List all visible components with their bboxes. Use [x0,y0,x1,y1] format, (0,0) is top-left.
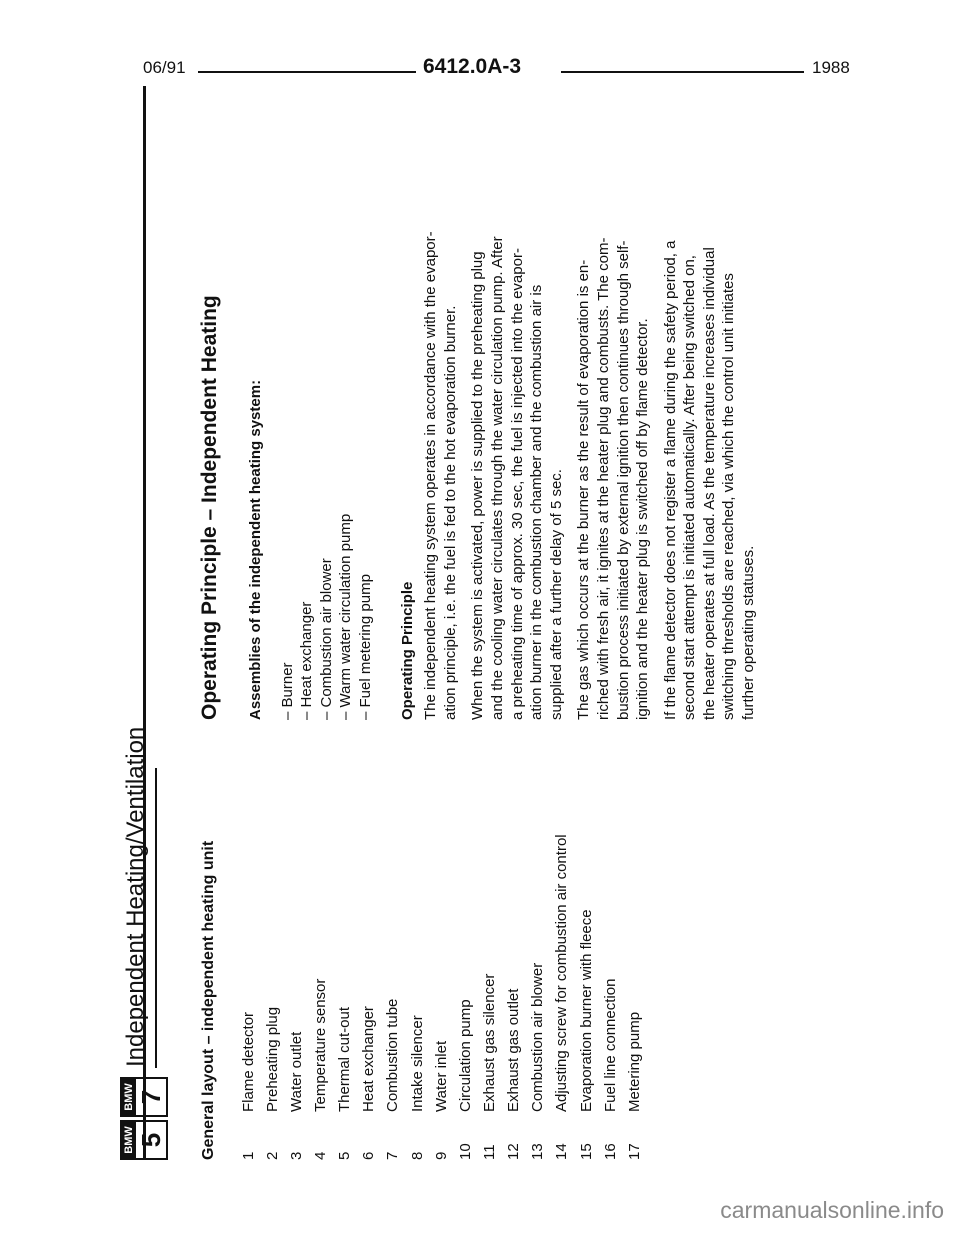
paragraph-3 [574,100,652,720]
assembly-item: – Warm water circulation pump [337,513,355,720]
part-label: Preheating plug [263,1006,281,1112]
part-label: Circulation pump [456,999,474,1112]
general-layout-heading: General layout – independent heating unit [200,840,217,1160]
part-label: Temperature sensor [311,978,329,1112]
header-date: 06/91 [143,58,186,77]
parts-list [236,720,646,1160]
assembly-item: – Combustion air blower [317,558,335,720]
part-label: Water outlet [287,1031,305,1112]
section-title: Independent Heating/Ventilation [122,726,149,1067]
bmw-model-logo [120,1074,168,1160]
list-item [260,720,284,1160]
header-rule-right [561,71,804,73]
text-line: riched with fresh air, it ignites at the heater plug and combusts. The com- [594,237,612,720]
part-number: 3 [287,1151,305,1160]
text-line: and the cooling water circulates through the water circulation pump. After [488,236,506,720]
bmw-7-badge [120,1077,168,1117]
part-number: 8 [408,1151,426,1160]
list-item [477,720,501,1160]
list-item [405,720,429,1160]
part-label: Water inlet [432,1040,450,1112]
paragraph-2 [468,100,566,720]
text-line: ignition and the heater plug is switched off by flame detector. [634,318,652,720]
assembly-item: – Fuel metering pump [356,574,374,720]
text-line: If the flame detector does not register a flame during the safety period, a [661,240,679,720]
list-item [308,720,332,1160]
assembly-item: – Heat exchanger [298,601,316,720]
part-number: 13 [529,1143,547,1160]
text-line: ation burner in the combustion chamber and the combustion air is [528,284,546,720]
part-number: 4 [311,1151,329,1160]
text-line: ation principle, i.e. the fuel is fed to the hot evaporation burner. [441,305,459,720]
part-label: Adjusting screw for combustion air control [553,834,571,1112]
part-number: 17 [625,1143,643,1160]
part-label: Exhaust gas silencer [480,973,498,1112]
text-line: supplied after a further delay of 5 sec. [547,469,565,720]
header-rule-left [198,71,416,73]
operating-principle-body [246,100,759,720]
list-item [502,720,526,1160]
part-label: Intake silencer [408,1015,426,1112]
list-item [429,720,453,1160]
rotated-page-content [120,85,758,1160]
text-line: second start attempt is initiated automatically. After being switched on, [681,255,699,720]
badge-brand: BMW [122,1079,136,1115]
section-title-rule [155,768,157,1068]
part-label: Heat exchanger [360,1006,378,1112]
paragraph-4 [661,100,759,720]
part-label: Combustion tube [384,998,402,1112]
part-label: Fuel line connection [601,978,619,1112]
part-label: Metering pump [625,1011,643,1112]
part-label: Combustion air blower [529,962,547,1112]
list-item [453,720,477,1160]
text-line: bustion process initiated by external ignition then continues through self- [614,240,632,720]
list-item [357,720,381,1160]
part-number: 1 [239,1151,257,1160]
text-line: further operating statuses. [740,545,758,720]
list-item [622,720,646,1160]
part-number: 15 [577,1143,595,1160]
badge-brand: BMW [122,1122,136,1158]
assembly-item: – Burner [278,662,296,720]
text-line: a preheating time of approx. 30 sec, the fuel is injected into the evapor- [508,248,526,720]
part-number: 6 [360,1151,378,1160]
list-item [236,720,260,1160]
part-label: Flame detector [239,1011,257,1112]
part-label: Exhaust gas outlet [505,988,523,1112]
part-number: 11 [480,1144,498,1160]
bmw-5-badge [120,1120,168,1160]
part-number: 9 [432,1151,450,1160]
part-number: 2 [263,1151,281,1160]
part-label: Evaporation burner with fleece [577,909,595,1112]
part-number: 14 [553,1143,571,1160]
assemblies-heading: Assemblies of the independent heating system: [247,379,264,720]
list-item [381,720,405,1160]
operating-principle-title: Operating Principle – Independent Heating [198,295,221,720]
list-item [526,720,550,1160]
list-item [574,720,598,1160]
list-item [598,720,622,1160]
part-number: 10 [456,1143,474,1160]
list-item [284,720,308,1160]
part-label: Thermal cut-out [336,1006,354,1112]
site-watermark: carmanualsonline.info [720,1197,944,1223]
list-item [550,720,574,1160]
badge-model: 5 [136,1132,166,1148]
paragraph-1 [421,100,460,720]
text-line: switching thresholds are reached, via which the control unit initiates [720,273,738,720]
part-number: 5 [336,1151,354,1160]
list-item [333,720,357,1160]
part-number: 7 [384,1151,402,1160]
principle-heading: Operating Principle [398,581,416,720]
text-line: When the system is activated, power is supplied to the preheating plug [469,251,487,720]
text-line: the heater operates at full load. As the temperature increases individual [700,247,718,720]
text-line: The gas which occurs at the burner as the result of evaporation is en- [575,259,593,720]
part-number: 16 [601,1143,619,1160]
page-code: 6412.0A-3 [423,55,522,78]
part-number: 12 [505,1143,523,1160]
badge-model: 7 [136,1089,166,1105]
header-year: 1988 [812,58,850,77]
text-line: The independent heating system operates in accordance with the evapor- [422,231,440,720]
